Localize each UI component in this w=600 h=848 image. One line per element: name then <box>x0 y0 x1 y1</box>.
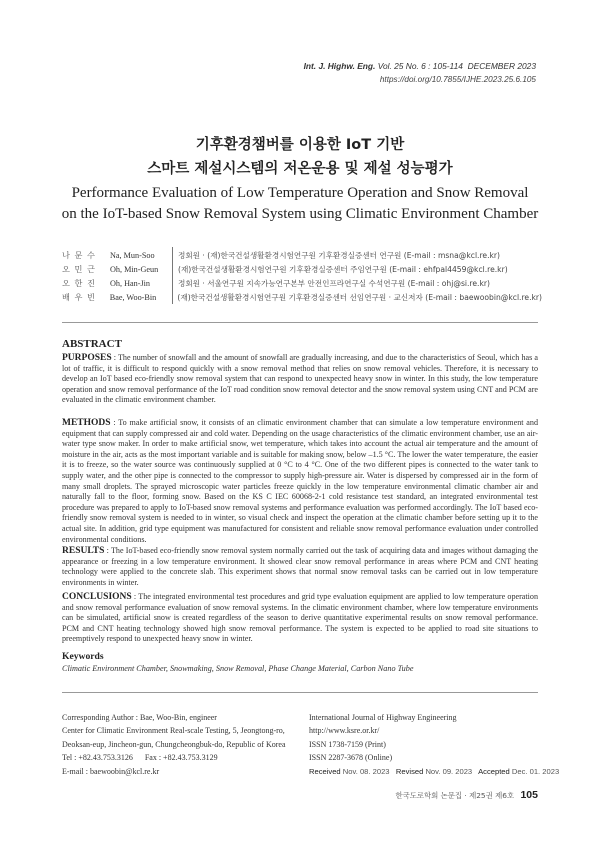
author-name-en: Na, Mun-Soo <box>110 250 155 260</box>
journal-url[interactable]: http://www.ksre.or.kr/ <box>309 726 380 736</box>
results-text: : The IoT-based eco-friendly snow removal system normally carried out the task of acquiring data and images without damaging the appearance or freezing in a low temperature environment. It showed clear snow removal performance in areas where PCM and CNT heating technology were applied to the concrete slab. This experiment shows that normal snow removal tasks can be carried out in low temperature environments in winter. <box>62 546 538 587</box>
submission-dates <box>309 765 559 778</box>
page-footer <box>395 789 538 801</box>
abstract-heading: ABSTRACT <box>62 338 122 350</box>
correspondence-line: Center for Climatic Environment Real-scale Testing, 5, Jeongtong-ro, <box>62 726 285 736</box>
issn-print: ISSN 1738-7159 (Print) <box>309 739 386 749</box>
footer-journal-text: 한국도로학회 논문집 · 제25권 제6호 <box>395 791 515 800</box>
author-name-kr: 나 문 수 <box>62 249 96 260</box>
author-name-kr: 오 한 진 <box>62 277 96 288</box>
keywords-text: Climatic Environment Chamber, Snowmaking, Snow Removal, Phase Change Material, Carbon Nano Tube <box>62 664 414 673</box>
results-label: RESULTS <box>62 546 105 556</box>
correspondence-email: E-mail : baewoobin@kcl.re.kr <box>62 766 160 776</box>
correspondence-line: Deoksan-eup, Jincheon-gun, Chungcheongbuk-do, Republic of Korea <box>62 739 286 749</box>
author-name-kr: 오 민 근 <box>62 263 96 274</box>
author-list <box>62 248 542 304</box>
purposes-label: PURPOSES <box>62 353 112 363</box>
author-name-en: Oh, Min-Geun <box>110 264 159 274</box>
journal-name: International Journal of Highway Engineering <box>309 713 457 722</box>
journal-citation <box>304 60 536 73</box>
issn-online: ISSN 2287-3678 (Online) <box>309 753 393 763</box>
author-name-en: Bae, Woo-Bin <box>109 292 157 302</box>
journal-volume: Vol. 25 No. 6 : 105-114 <box>377 61 463 71</box>
author-affiliation: (재)한국건설생활환경시험연구원 기후환경실증센터 선임연구원 · 교신저자 (E-mail : baewoobin@kcl.re.kr) <box>177 292 542 302</box>
results-paragraph <box>62 546 538 588</box>
journal-date: DECEMBER 2023 <box>467 61 536 71</box>
keywords-heading: Keywords <box>62 651 104 662</box>
author-row <box>62 276 542 290</box>
author-row <box>62 248 542 262</box>
received-label: Received <box>309 766 341 776</box>
purposes-text: : The number of snowfall and the amount of snowfall are gradually increasing, and due to the characteristics of Seoul, which has a lot of traffic, it is difficult to respond quickly with a snow removal method that relies on snow removal vehicles. Therefore, it is necessary to develop an IoT based eco-friendly snow removal system that can respond to unexpected heavy snow in winter. In this study, the low temperature operation and snow removal performance of the IoT road condition snow removal detector and the snow removal system using CNT and PCM are evaluated in the climatic environment chamber. <box>62 353 538 405</box>
journal-abbrev: Int. J. Highw. Eng. <box>303 61 376 71</box>
methods-label: METHODS <box>62 418 111 428</box>
correspondence-line: Corresponding Author : Bae, Woo-Bin, engineer <box>62 713 217 722</box>
received-date: Nov. 08. 2023 <box>342 766 390 776</box>
accepted-label: Accepted <box>478 766 510 776</box>
english-title-line2: on the IoT-based Snow Removal System using Climatic Environment Chamber <box>61 206 539 222</box>
conclusions-text: : The integrated environmental test procedures and grid type evaluation equipment are applied to low temperature operation and snow removal performance evaluation of snow removal systems. In the climatic environment chamber, where low temperature environments can be simulated, artificial snow is created regardless of the season to derive quantitative experimental results on snow removal performance. PCM and CNT heating technology showed high snow removal performance. The system is expected to be applied to road site situations to preemptively respond to unexpected heavy snow in winter. <box>62 592 538 644</box>
divider-bottom <box>62 692 538 693</box>
revised-date: Nov. 09. 2023 <box>425 766 473 776</box>
divider-top <box>62 322 538 323</box>
author-name-kr: 배 우 빈 <box>62 291 96 302</box>
corresponding-author-block <box>62 711 286 778</box>
doi-link[interactable]: https://doi.org/10.7855/IJHE.2023.25.6.105 <box>379 75 536 84</box>
methods-text: : To make artificial snow, it consists of an climatic environment chamber that can simulate a low temperature environment and equipment that can supply compressed air and cold water. Depending on the usage characteristics of the climatic environment chamber, use an air-water type snow maker. In order to make artificial snow, wet temperature, which takes into account the actual air temperature and the amount of moisture in the air, acts as the most important variable and is suitable for making snow, below –1.5 °C. The lower the water temperature, the easier it is to freeze, so the water source was continuously supplied at 0 °C to 4 °C. One of the two different pipes is connected to the water tank to supply water, and the other pipe is connected to the compressor to supply high-pressure air. Water is dispersed by compressed air in the form of many small droplets. The sprayed microscopic water particles freeze quickly in the low temperature environmental climatic chamber air and naturally fall to the floor, forming snow. Based on the KS C IEC 60068-2-1 cold resistance test standard, an integrated environmental test procedure was prepared to apply to IoT-based snow removal systems and performance evaluation was performed accordingly. The IoT based eco-friendly snow removal system is needed to in winter, so visual check and inspect the operation at the climatic chamber before setting up it to the actual site. In addition, grid type equipment was manufactured for consistent and reliable snow removal performance evaluation under controlled environmental conditions. <box>62 418 538 544</box>
journal-header <box>304 60 536 86</box>
author-row <box>62 290 542 304</box>
author-name-en: Oh, Han-Jin <box>110 278 151 288</box>
author-affiliation: 정회원 · (재)한국건설생활환경시험연구원 기후환경실증센터 연구원 (E-mail : msna@kcl.re.kr) <box>178 250 500 260</box>
revised-label: Revised <box>395 766 424 776</box>
purposes-paragraph <box>62 353 538 406</box>
author-affiliation: (재)한국건설생활환경시험연구원 기후환경실증센터 주임연구원 (E-mail : ehfpal4459@kcl.re.kr) <box>178 264 508 274</box>
korean-title-line1: 기후환경챔버를 이용한 IoT 기반 <box>195 137 405 153</box>
english-title-line1: Performance Evaluation of Low Temperature Operation and Snow Removal <box>71 185 529 201</box>
author-affiliation: 정회원 · 서울연구원 지속가능연구본부 안전인프라연구실 수석연구원 (E-mail : ohj@si.re.kr) <box>178 278 490 288</box>
accepted-date: Dec. 01. 2023 <box>511 766 560 776</box>
page-number: 105 <box>520 789 538 801</box>
conclusions-paragraph <box>62 592 538 645</box>
journal-info-block <box>309 711 559 778</box>
conclusions-label: CONCLUSIONS <box>62 592 132 602</box>
methods-paragraph <box>62 418 538 545</box>
author-row <box>62 262 542 276</box>
correspondence-line: Tel : +82.43.753.3126 Fax : +82.43.753.3129 <box>62 753 218 763</box>
korean-title-line2: 스마트 제설시스템의 저온운용 및 제설 성능평가 <box>147 161 453 177</box>
